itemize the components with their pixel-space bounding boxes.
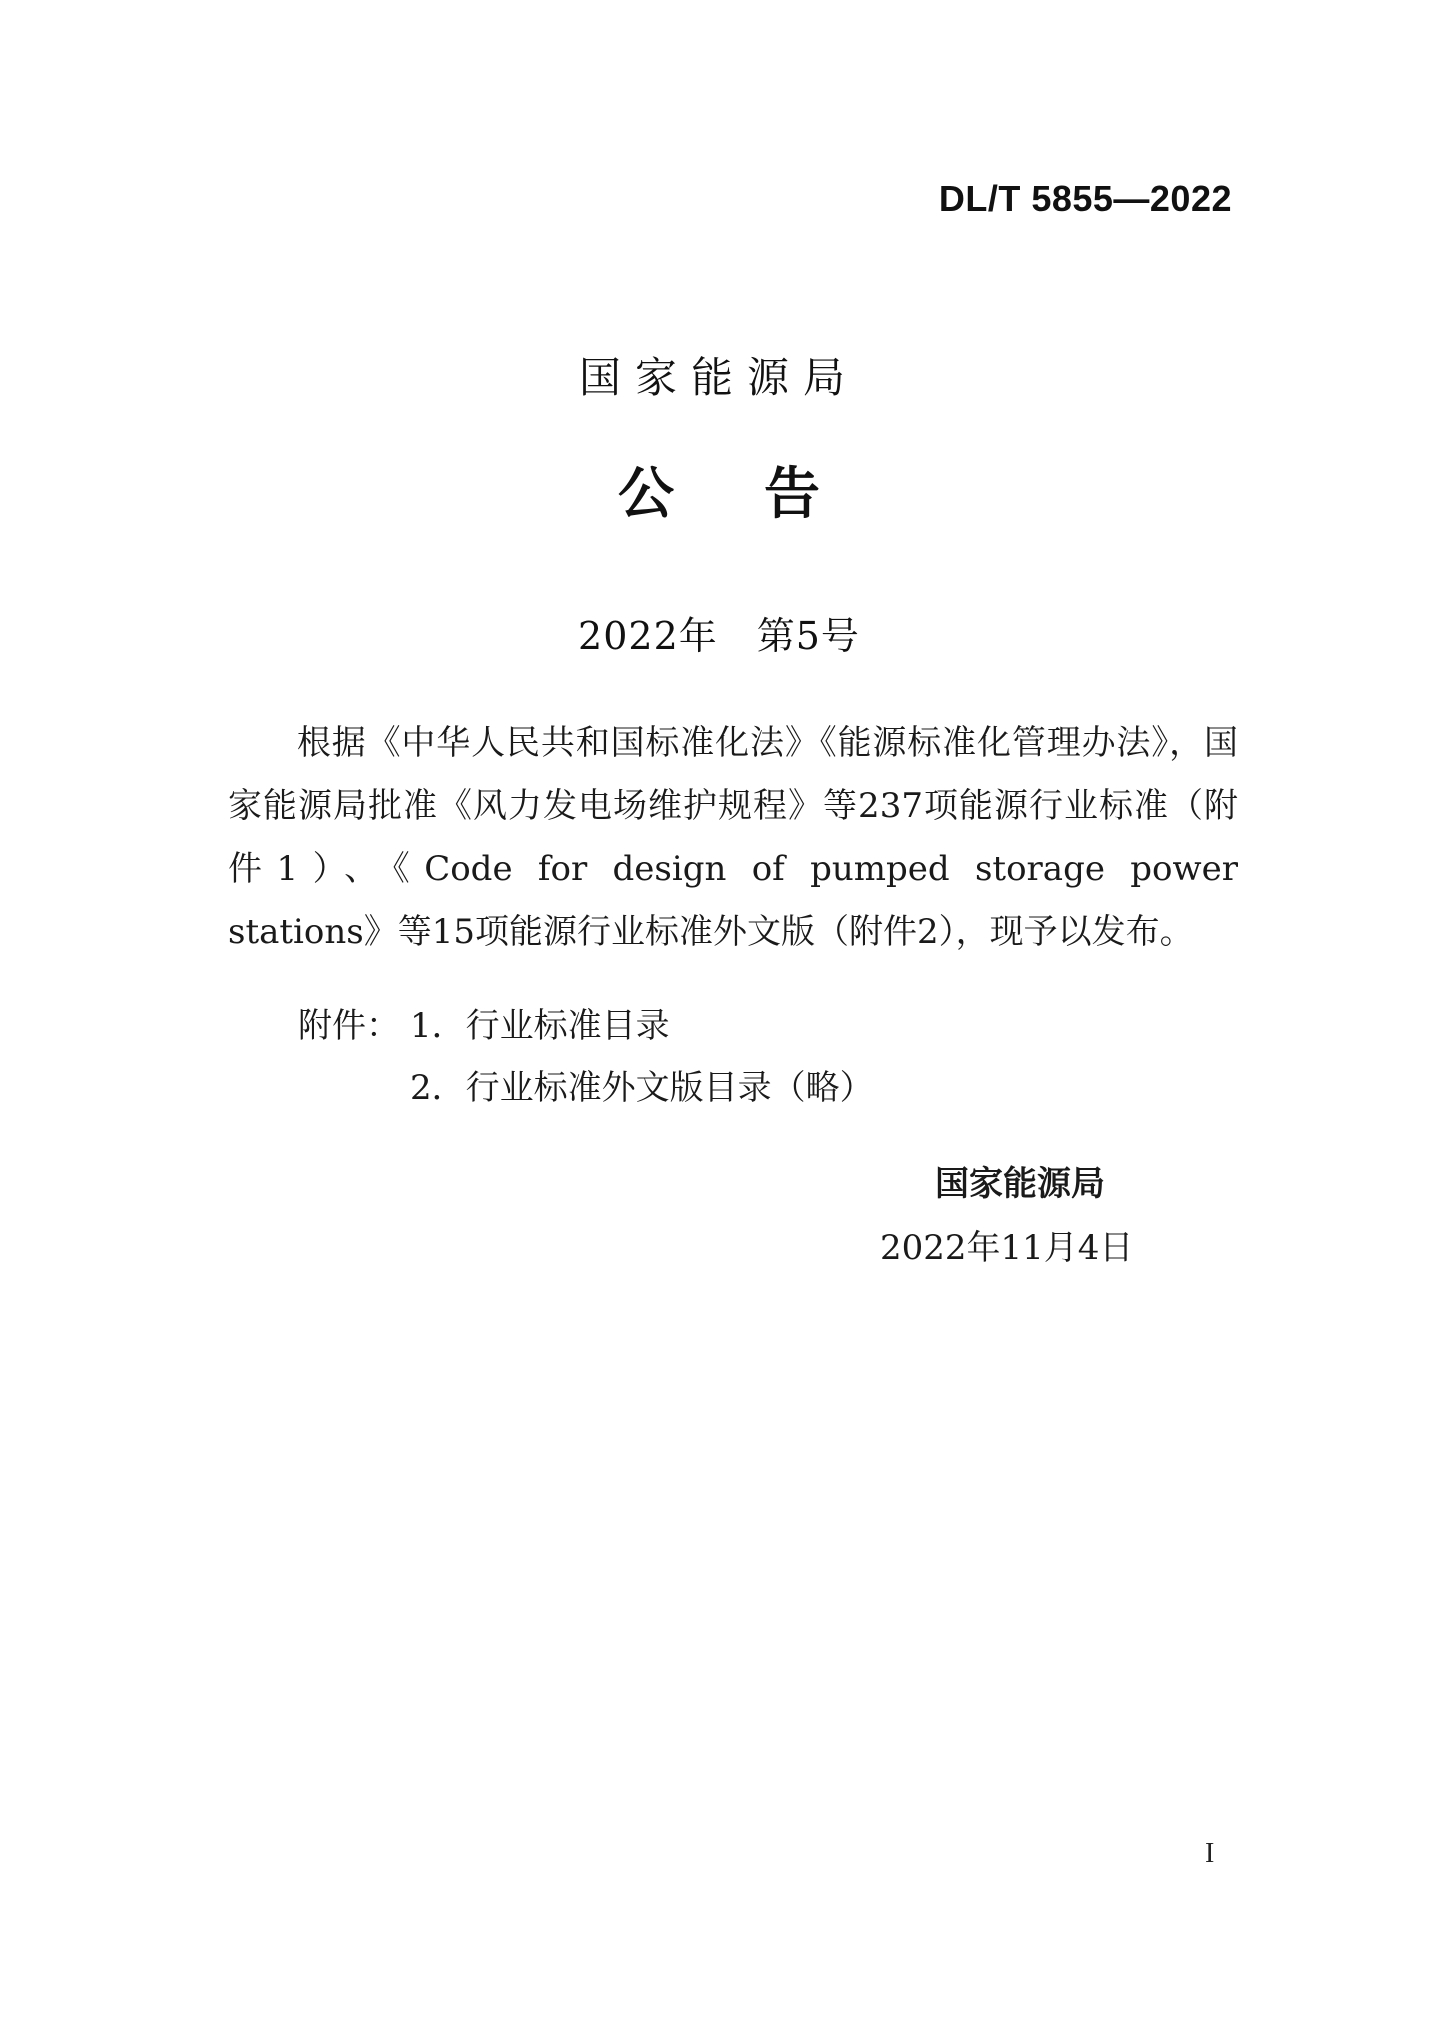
announcement-paragraph: 根据《中华人民共和国标准化法》《能源标准化管理办法》，国家能源局批准《风力发电场维护规程》等237项能源行业标准（附件1）、《Code for design of pumped storage power stations》等15项能源行业标准外文版（附件2），现予以发布。: [228, 723, 1238, 952]
standard-number: DL/T 5855—2022: [938, 178, 1232, 219]
page-number: I: [1205, 1838, 1215, 1869]
attachments-list: [298, 995, 874, 1119]
attachment-item-label: 2．行业标准外文版目录（略）: [410, 1068, 874, 1108]
attachment-item-label: 1．行业标准目录: [410, 1006, 670, 1046]
signature-block: [880, 1152, 1220, 1280]
signature-organization: 国家能源局: [935, 1164, 1105, 1204]
issuer-heading: 国家能源局: [578, 353, 859, 402]
attachments-label: 附件：: [298, 1006, 400, 1046]
announcement-body: [228, 712, 1238, 964]
signature-date: 2022年11月4日: [880, 1228, 1134, 1268]
attachment-item: [298, 1057, 874, 1119]
issue-number: 2022年 第5号: [578, 614, 860, 658]
document-type-title: 公告: [618, 462, 910, 527]
attachment-item: [298, 995, 874, 1057]
